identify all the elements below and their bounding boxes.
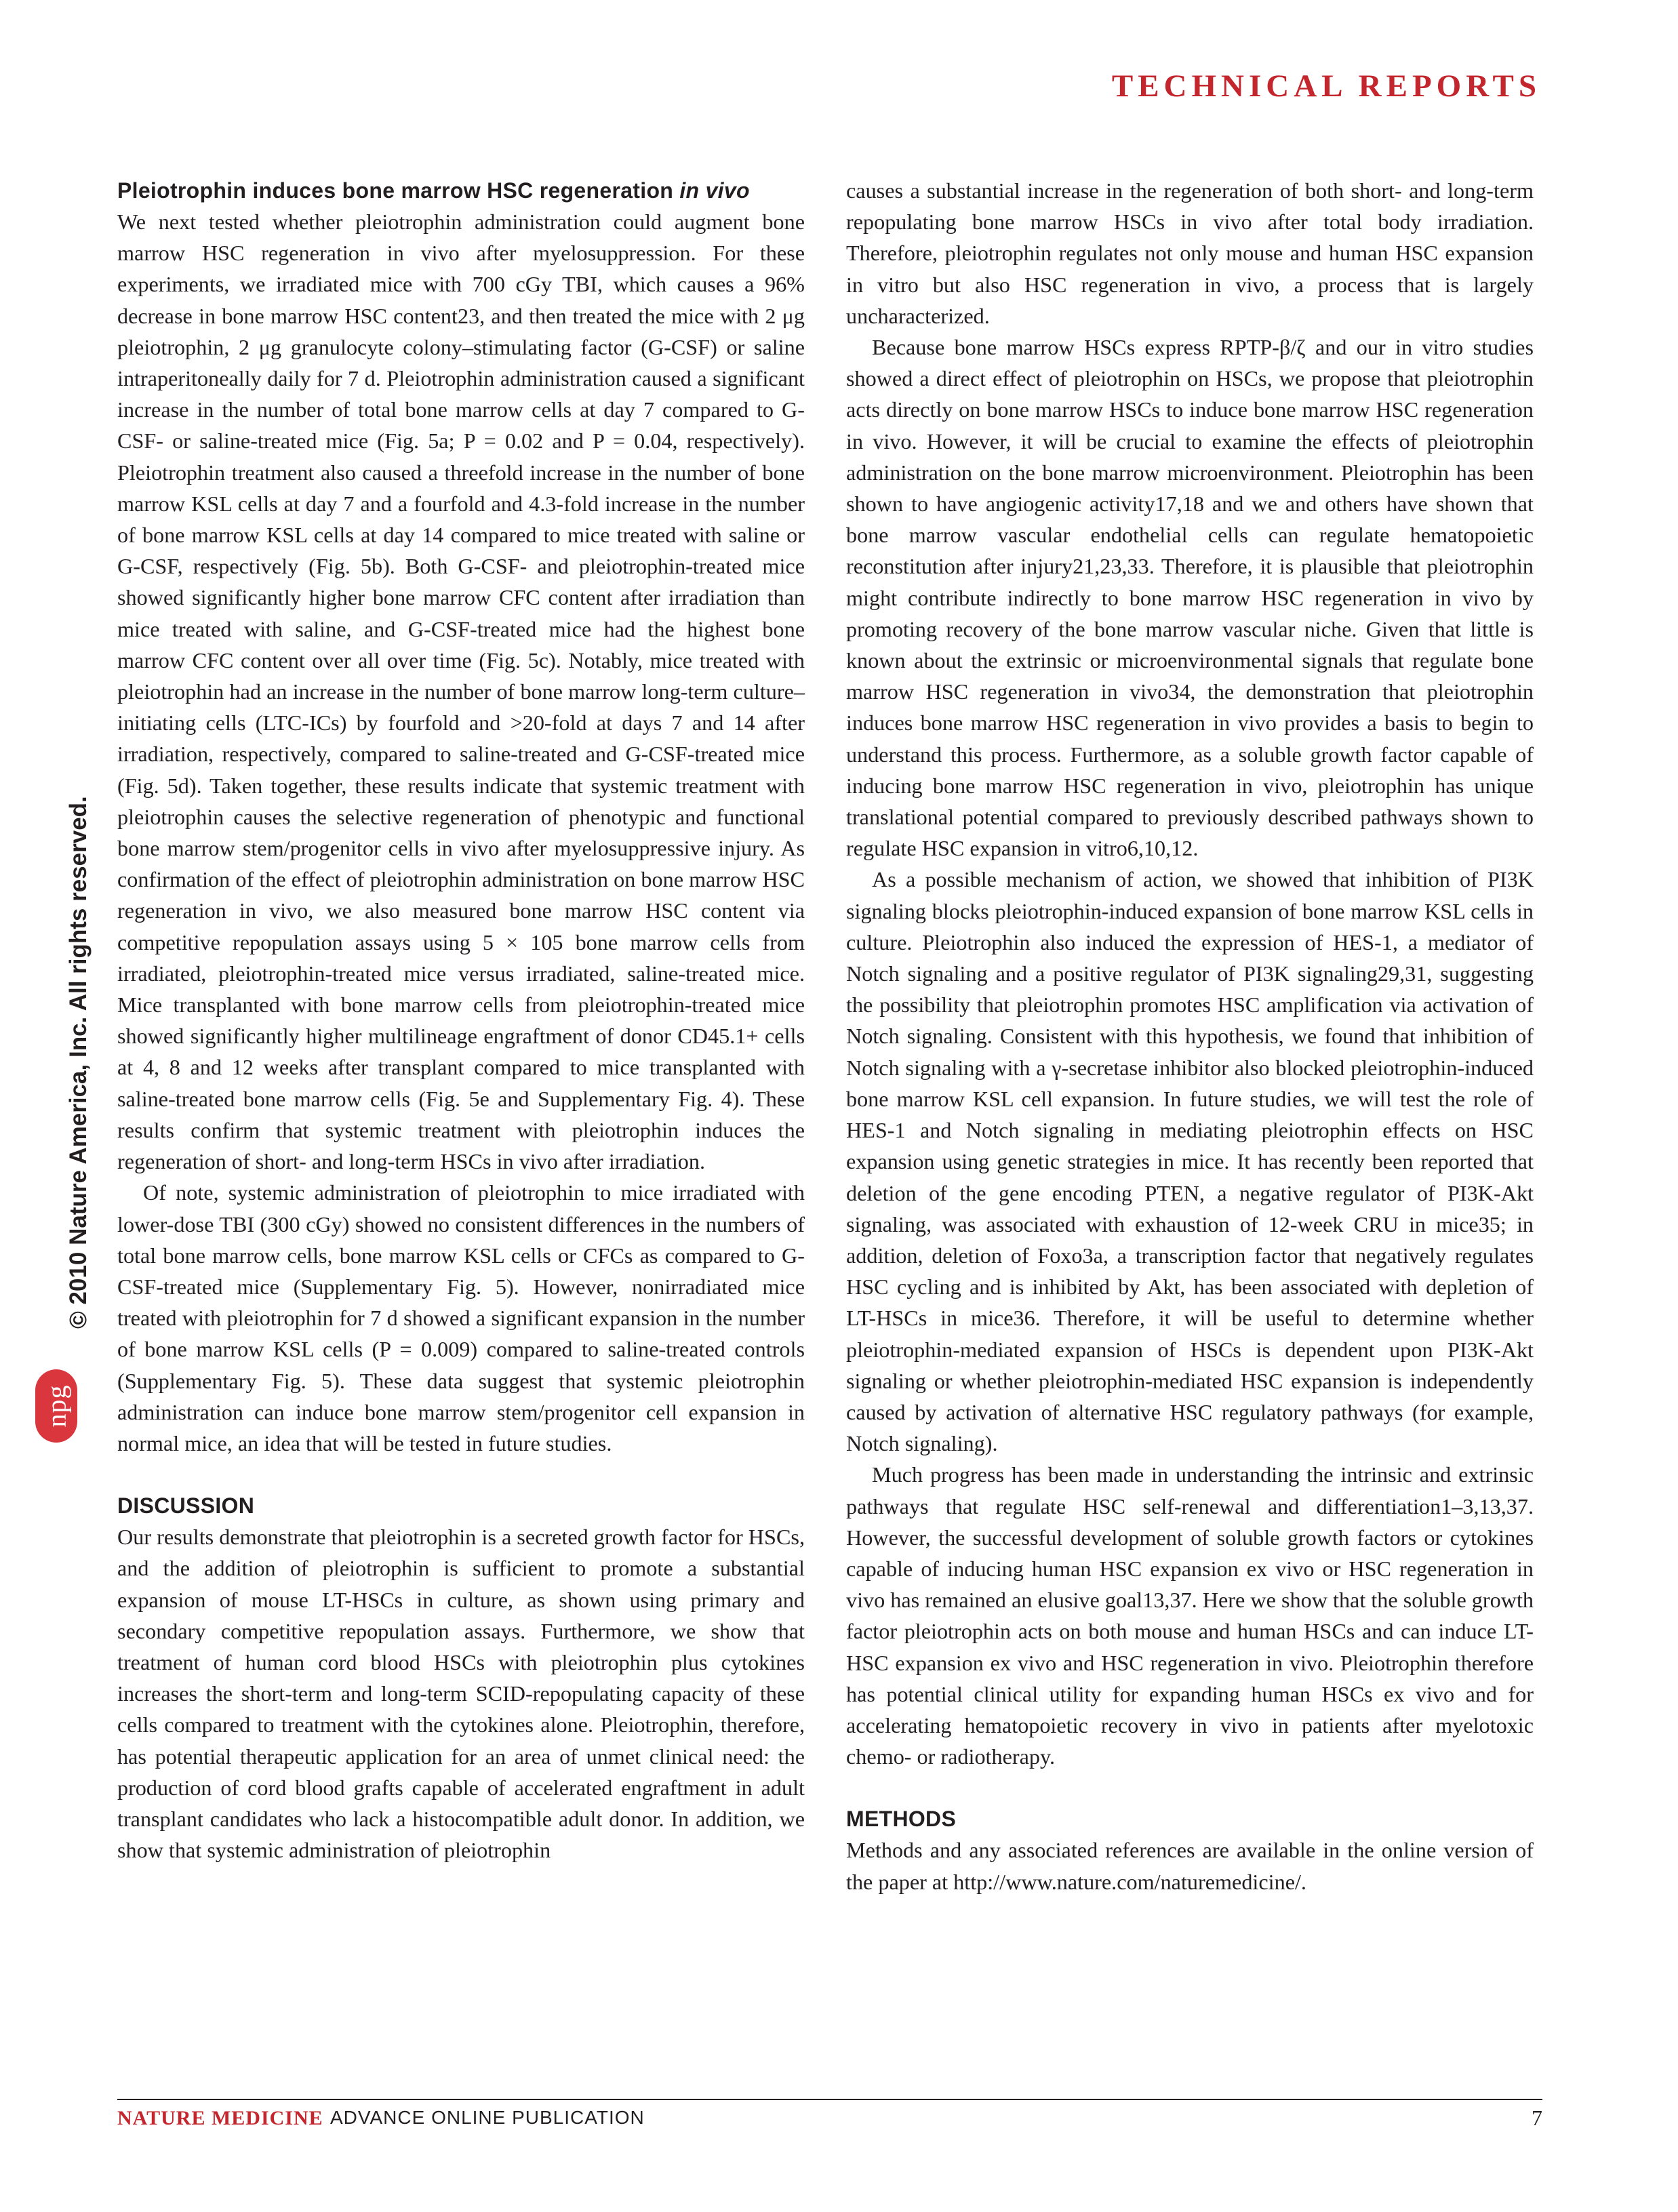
paragraph: Our results demonstrate that pleiotrophin is a secreted growth factor for HSCs, and the addition of pleiotrophin is sufficient to promote a substantial expansion of mouse LT-HSCs in culture, as shown using primary and secondary competitive repopulation assays. Furthermore, we show that treatment of human cord blood HSCs with pleiotrophin plus cytokines increases the short-term and long-term SCID-repopulating capacity of these cells compared to treatment with the cytokines alone. Pleiotrophin, therefore, has potential therapeutic application for an area of unmet clinical need: the production of cord blood grafts capable of accelerated engraftment in adult transplant candidates who lack a histocompatible adult donor. In addition, we show that systemic administration of pleiotrophin <box>117 1525 805 1863</box>
paragraph: Of note, systemic administration of pleiotrophin to mice irradiated with lower-dose TBI (300 cGy) showed no consistent differences in the numbers of total bone marrow cells, bone marrow KSL cells or CFCs as compared to G-CSF-treated mice (Supplementary Fig. 5). However, nonirradiated mice treated with pleiotrophin for 7 d showed a significant expansion in the number of bone marrow KSL cells (P = 0.009) compared to saline-treated controls (Supplementary Fig. 5). These data suggest that systemic pleiotrophin administration can induce bone marrow stem/progenitor cell expansion in normal mice, an idea that will be tested in future studies. <box>117 1180 805 1455</box>
footer-journal-name: NATURE MEDICINE <box>117 2107 323 2129</box>
npg-logo <box>35 1369 77 1443</box>
copyright-notice: © 2010 Nature America, Inc. All rights reserved. <box>65 796 92 1329</box>
right-column <box>846 175 1534 1897</box>
npg-logo-text: npg <box>41 1384 72 1428</box>
paragraph: Much progress has been made in understanding the intrinsic and extrinsic pathways that regulate HSC self-renewal and differentiation1–3,13,37. However, the successful development of soluble growth factors or cytokines capable of inducing human HSC expansion ex vivo or HSC regeneration in vivo has remained an elusive goal13,37. Here we show that the soluble growth factor pleiotrophin acts on both mouse and human HSCs and can induce LT-HSC expansion ex vivo and HSC regeneration in vivo. Pleiotrophin therefore has potential clinical utility for expanding human HSCs ex vivo and for accelerating hematopoietic recovery in vivo in patients after myelotoxic chemo- or radiotherapy. <box>846 1462 1534 1769</box>
paragraph: As a possible mechanism of action, we showed that inhibition of PI3K signaling blocks pleiotrophin-induced expansion of bone marrow KSL cells in culture. Pleiotrophin also induced the expression of HES-1, a mediator of Notch signaling and a positive regulator of PI3K signaling29,31, suggesting the possibility that pleiotrophin promotes HSC amplification via activation of Notch signaling. Consistent with this hypothesis, we found that inhibition of Notch signaling with a γ-secretase inhibitor also blocked pleiotrophin-induced bone marrow KSL cell expansion. In future studies, we will test the role of HES-1 and Notch signaling in mediating pleiotrophin effects on HSC expansion using genetic strategies in mice. It has recently been reported that deletion of the gene encoding PTEN, a negative regulator of PI3K-Akt signaling, was associated with exhaustion of 12-week CRU in mice35; in addition, deletion of Foxo3a, a transcription factor that negatively regulates HSC cycling and is inhibited by Akt, has been associated with depletion of LT-HSCs in mice36. Therefore, it will be useful to determine whether pleiotrophin-mediated expansion of HSCs is dependent upon PI3K-Akt signaling or whether pleiotrophin-mediated HSC expansion is independently caused by activation of alternative HSC regulatory pathways (for example, Notch signaling). <box>846 867 1534 1456</box>
discussion-heading: DISCUSSION <box>117 1493 255 1519</box>
paragraph: Because bone marrow HSCs express RPTP-β/ζ and our in vitro studies showed a direct effect of pleiotrophin on HSCs, we propose that pleiotrophin acts directly on bone marrow HSCs to induce bone marrow HSC regeneration in vivo. However, it will be crucial to examine the effects of pleiotrophin administration on the bone marrow microenvironment. Pleiotrophin has been shown to have angiogenic activity17,18 and we and others have shown that bone marrow vascular endothelial cells can regulate hematopoietic reconstitution after injury21,23,33. Therefore, it is plausible that pleiotrophin might contribute indirectly to bone marrow HSC regeneration in vivo by promoting recovery of the bone marrow vascular niche. Given that little is known about the extrinsic or microenvironmental signals that regulate bone marrow HSC regeneration in vivo34, the demonstration that pleiotrophin induces bone marrow HSC regeneration in vivo provides a basis to begin to understand this process. Furthermore, as a soluble growth factor capable of inducing bone marrow HSC regeneration in vivo, pleiotrophin has unique translational potential compared to previously described pathways shown to regulate HSC expansion in vitro6,10,12. <box>846 335 1534 861</box>
methods-heading: METHODS <box>846 1807 957 1832</box>
paragraph: Methods and any associated references are available in the online version of the paper at http://www.nature.com/naturemedicine/. <box>846 1838 1534 1894</box>
page-number: 7 <box>1532 2106 1542 2130</box>
footer-publication: ADVANCE ONLINE PUBLICATION <box>330 2107 645 2128</box>
subsection-heading: Pleiotrophin induces bone marrow HSC regeneration in vivo <box>117 178 750 203</box>
left-column <box>117 175 805 1866</box>
section-label: TECHNICAL REPORTS <box>1111 68 1541 104</box>
paragraph: causes a substantial increase in the regeneration of both short- and long-term repopulating bone marrow HSCs in vivo after total body irradiation. Therefore, pleiotrophin regulates not only mouse and human HSC expansion in vitro but also HSC regeneration in vivo, a process that is largely uncharacterized. <box>846 178 1534 328</box>
paragraph: We next tested whether pleiotrophin administration could augment bone marrow HSC regeneration in vivo after myelosuppression. For these experiments, we irradiated mice with 700 cGy TBI, which causes a 96% decrease in bone marrow HSC content23, and then treated the mice with 2 μg pleiotrophin, 2 μg granulocyte colony–stimulating factor (G-CSF) or saline intraperitoneally daily for 7 d. Pleiotrophin administration caused a significant increase in the number of total bone marrow cells at day 7 compared to G-CSF- or saline-treated mice (Fig. 5a; P = 0.02 and P = 0.04, respectively). Pleiotrophin treatment also caused a threefold increase in the number of bone marrow KSL cells at day 7 and a fourfold and 4.3-fold increase in the number of bone marrow KSL cells at day 14 compared to mice treated with saline or G-CSF, respectively (Fig. 5b). Both G-CSF- and pleiotrophin-treated mice showed significantly higher bone marrow CFC content after irradiation than mice treated with saline, and G-CSF-treated mice had the highest bone marrow CFC content over all over time (Fig. 5c). Notably, mice treated with pleiotrophin had an increase in the number of bone marrow long-term culture–initiating cells (LTC-ICs) by fourfold and >20-fold at days 7 and 14 after irradiation, respectively, compared to saline-treated and G-CSF-treated mice (Fig. 5d). Taken together, these results indicate that systemic treatment with pleiotrophin causes the selective regeneration of phenotypic and functional bone marrow stem/progenitor cells in vivo after myelosuppressive injury. As confirmation of the effect of pleiotrophin administration on bone marrow HSC regeneration in vivo, we also measured bone marrow HSC content via competitive repopulation assays using 5 × 105 bone marrow cells from irradiated, pleiotrophin-treated mice versus irradiated, saline-treated mice. Mice transplanted with bone marrow cells from pleiotrophin-treated mice showed significantly higher multilineage engraftment of donor CD45.1+ cells at 4, 8 and 12 weeks after transplant compared to mice transplanted with saline-treated bone marrow cells (Fig. 5e and Supplementary Fig. 4). These results confirm that systemic treatment with pleiotrophin induces the regeneration of short- and long-term HSCs in vivo after irradiation. <box>117 209 805 1174</box>
footer-rule <box>117 2099 1542 2100</box>
